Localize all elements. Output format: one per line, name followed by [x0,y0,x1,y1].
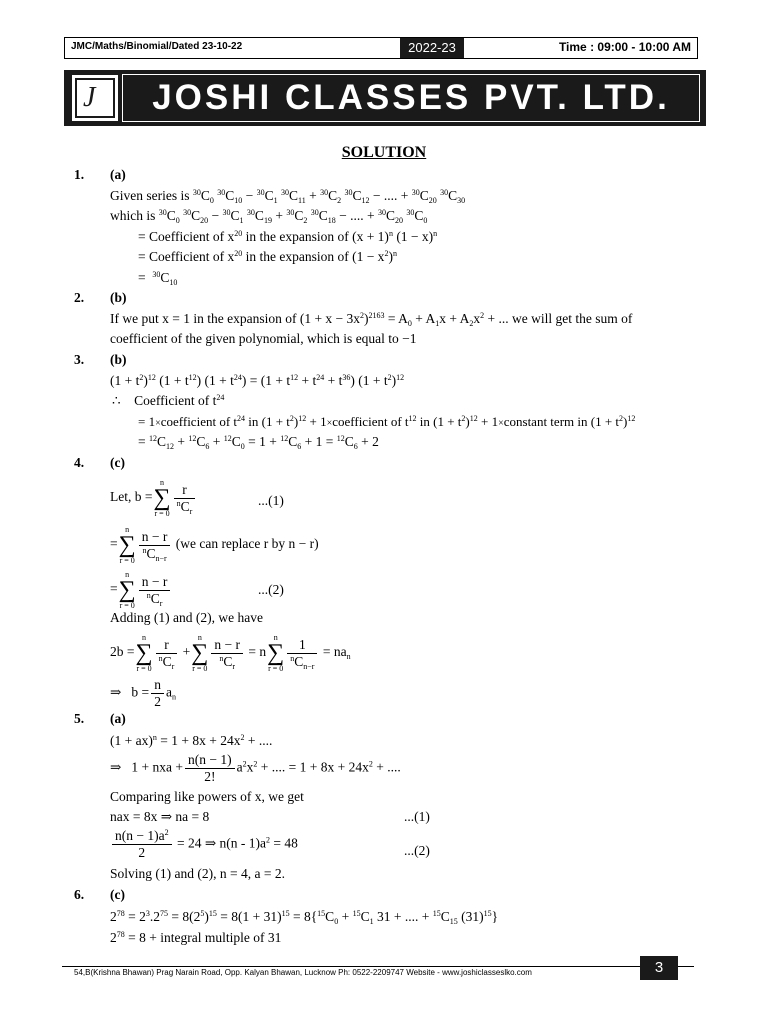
q5-eq-1: ...(1) [404,809,430,824]
q6-line-1: $2^{78} = 2^3.2^{75} = 8(2^5)^{15} = 8(1 + 31)^{15} = 8\{^{15}C_0 + ^{15}C_1$ 31 + .... + $^{15}C_{15}$ $(31)^{15}$} [110,909,499,926]
page-title: SOLUTION [341,144,427,161]
question-answer: (a) [110,711,126,726]
question-number: 1. [74,167,85,182]
q1-line-4: = Coefficient of $x^{20}$ in the expansion of $(1 - x^2)^n$ [138,249,397,264]
question-answer: (c) [110,887,125,902]
question-answer: (b) [110,290,127,305]
page-number: 3 [640,956,678,980]
q5-line-4: nax = 8x ⇒ na = 8 [110,809,210,824]
question-number: 2. [74,290,85,305]
q3-line-4: = $^{12}C_{12} + ^{12}C_6 + ^{12}C_0 = 1 + ^{12}C_6 + 1 = ^{12}C_6 + 2$ [138,434,379,451]
q3-line-1: $(1 + t^2)^{12}$ $(1 + t^{12})$ $(1 + t^{24}) = (1 + t^{12} + t^{24} + t^{36})$ $(1 + t^2)^{12}$ [110,373,405,388]
logo-icon: J [72,75,118,121]
brand-name: JOSHI CLASSES PVT. LTD. [122,74,700,122]
question-number: 4. [74,455,85,470]
header-info-bar [64,37,698,59]
document-ref: JMC/Maths/Binomial/Dated 23-10-22 [71,41,243,52]
footer-divider [62,966,642,967]
q3-line-3: = 1×coefficient of $t^{24}$ in $(1 + t^2)^{12}$ + 1×coefficient of $t^{12}$ in $(1 + t^2)^{12}$ + 1×constant term in $(1 + t^2)^{12}$ [138,414,636,429]
q1-line-2: which is $^{30}C_0$ $^{30}C_{20} - ^{30}C_1$ $^{30}C_{19} + ^{30}C_2$ $^{30}C_{18}$ − .... + $^{30}C_{20}$ $^{30}C_0$ [110,208,428,225]
q4-line-6: ⇒ b = $\frac{n}{2}$ $a_n$ [110,677,176,709]
q5-line-6: Solving (1) and (2), n = 4, a = 2. [110,866,285,881]
q4-line-4: Adding (1) and (2), we have [110,610,263,625]
q4-eq-2: ...(2) [258,582,284,597]
q6-line-2: $2^{78} = 8$ + integral multiple of 31 [110,930,282,945]
question-answer: (b) [110,352,127,367]
q4-line-1: Let, b = n ∑ r = 0 $\frac{r}{^nC_r}$ [110,478,197,518]
exam-time: Time : 09:00 - 10:00 AM [558,40,691,54]
question-number: 6. [74,887,85,902]
q4-line-5: 2b = n ∑ r = 0 $\frac{r}{^nC_r}$ + n ∑ r = 0 $\frac{n - r}{^nC_r}$ = n n ∑ r = 0 $\frac{1}{^nC_{n-r}}$ = $na_n$ [110,633,351,673]
brand-banner [64,70,706,126]
question-number: 5. [74,711,85,726]
q5-line-5: $\frac{n(n - 1)a^2}{2}$ = 24 ⇒ $n(n - 1)a^2 = 48$ [110,828,298,861]
q2-line-2: coefficient of the given polynomial, which is equal to −1 [110,331,417,346]
question-answer: (c) [110,455,125,470]
q1-line-3: = Coefficient of $x^{20}$ in the expansion of $(x + 1)^n$ $(1 - x)^n$ [138,229,438,244]
q1-line-1: Given series is $^{30}C_0$ $^{30}C_{10} - ^{30}C_1$ $^{30}C_{11} + ^{30}C_2$ $^{30}C_{12}$ − .... + $^{30}C_{20}$ $^{30}C_{30}$ [110,188,466,205]
q4-line-2: = n ∑ r = 0 $\frac{n - r}{^nC_{n-r}}$ (we can replace r by n − r) [110,525,319,565]
question-number: 3. [74,352,85,367]
q4-eq-1: ...(1) [258,493,284,508]
session-badge: 2022-23 [400,38,464,58]
q5-eq-2: ...(2) [404,843,430,858]
question-answer: (a) [110,167,126,182]
q5-line-3: Comparing like powers of x, we get [110,789,304,804]
footer-address: 54,B(Krishna Bhawan) Prag Narain Road, Opp. Kalyan Bhawan, Lucknow Ph: 0522-2209747 Website - www.joshiclasseslko.com [74,968,532,977]
footer-divider-right [678,966,694,967]
q3-line-2: ∴ Coefficient of $t^{24}$ [112,393,225,408]
q1-line-5: = $^{30}C_{10}$ [138,270,178,287]
q2-line-1: If we put x = 1 in the expansion of $(1 + x - 3x^2)^{2163} = A_0 + A_1x + A_2x^2$ + ... we will get the sum of [110,311,633,328]
q5-line-1: $(1 + ax)^n = 1 + 8x + 24x^2$ + .... [110,733,273,748]
q5-line-2: ⇒ 1 + nxa + $\frac{n(n - 1)}{2!}$ $a^2x^2$ + .... = $1 + 8x + 24x^2$ + .... [110,752,401,784]
q4-line-3: = n ∑ r = 0 $\frac{n - r}{^nC_r}$ [110,570,172,610]
